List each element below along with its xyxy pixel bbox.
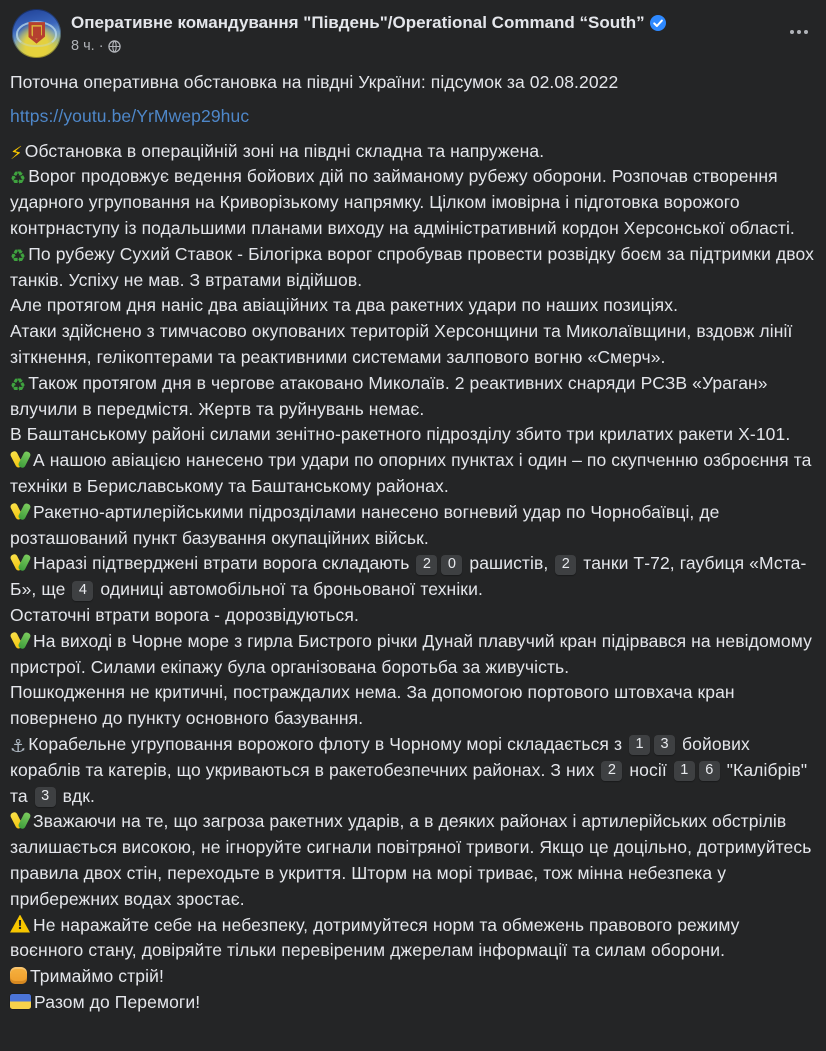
keycap-digit: 4 xyxy=(72,581,93,601)
verified-badge-icon xyxy=(650,15,666,31)
post-paragraph: Тримаймо стрій! xyxy=(10,964,816,990)
ellipsis-dot xyxy=(804,30,808,34)
keycap-digit: 0 xyxy=(441,555,462,575)
post-paragraph: Але протягом дня наніс два авіаційних та два ракетних удари по наших позиціях. xyxy=(10,295,679,316)
keycap-digit: 3 xyxy=(35,787,56,807)
beginner-icon xyxy=(10,811,30,831)
warning-icon xyxy=(10,915,30,933)
keycap-digit: 1 xyxy=(629,735,650,755)
post-paragraph: ⚓ Корабельне угруповання ворожого флоту в Чорному морі складається з 1 3 бойових кораблів та катерів, що укриваються в ракетобезпечних районах. З них 2 носії 1 6 "Калібрів" та 3 вдк. xyxy=(10,733,808,806)
public-globe-icon xyxy=(108,40,121,53)
youtube-link[interactable]: https://youtu.be/YrMwep29huc xyxy=(10,105,250,126)
beginner-icon xyxy=(10,631,30,651)
post-paragraph: ♻ Також протягом дня в чергове атаковано Миколаїв. 2 реактивних снаряди РСЗВ «Ураган» влучили в передмістя. Жертв та руйнувань немає. xyxy=(10,372,768,419)
post-options-button[interactable] xyxy=(788,24,810,40)
page-name-link[interactable]: Оперативне командування "Південь"/Operational Command “South” xyxy=(71,13,645,32)
keycap-digit: 2 xyxy=(416,555,437,575)
post-body xyxy=(10,139,816,1016)
post-paragraph: Ракетно-артилерійськими підрозділами нанесено вогневий удар по Чорнобаївці, де розташований пункт базування окупаційних військ. xyxy=(10,501,720,548)
ukraine-flag-icon xyxy=(10,994,31,1009)
post-paragraph: Зважаючи на те, що загроза ракетних ударів, а в деяких районах і артилерійських обстрілів залишається високою, не ігноруйте сигнали повітряної тривоги. Якщо це доцільно, дотримуйтесь правила двох стін, переходьте в укриття. Шторм на морі триває, тож мінна небезпека у прибережних водах зростає. xyxy=(10,811,812,909)
post-header xyxy=(0,0,826,58)
post-link-line xyxy=(10,104,816,130)
recycle-icon: ♻ xyxy=(10,374,27,396)
post-paragraph: А нашою авіацією нанесено три удари по опорних пунктах і один – по скупченню озброєння та техніки в Бериславському та Баштанському районах. xyxy=(10,450,812,496)
post-paragraph: !Не наражайте себе на небезпеку, дотримуйтеся норм та обмежень правового режиму воєнного стану, довіряйте тільки перевіреним джерелам інформації та силам оборони. xyxy=(10,913,816,965)
beginner-icon xyxy=(10,502,30,522)
post-timestamp[interactable]: 8 ч. xyxy=(71,38,95,54)
post-paragraph: ⚡ Обстановка в операційній зоні на півдні складна та напружена. xyxy=(10,140,545,164)
keycap-digit: 6 xyxy=(699,761,720,781)
lightning-icon: ⚡ xyxy=(10,142,23,164)
beginner-icon xyxy=(10,553,30,573)
post-paragraph: Разом до Перемоги! xyxy=(10,990,816,1016)
post-paragraph: ♻ Ворог продовжує ведення бойових дій по займаному рубежу оборони. Розпочав створення ударного угруповання на Криворізькому напрямку. Цілком імовірна і підготовка ворожого контрнаступу із подальшими планами виходу на адміністративний кордон Херсонської області. xyxy=(10,166,795,238)
raised-fist-icon xyxy=(10,967,27,984)
post-paragraph: ♻ По рубежу Сухий Ставок - Білогірка ворог спробував провести розвідку боєм за підтримки двох танків. Успіху не мав. З втратами відійшов. xyxy=(10,243,814,290)
keycap-digit: 2 xyxy=(601,761,622,781)
post-content xyxy=(0,70,826,1016)
ellipsis-dot xyxy=(797,30,801,34)
post-paragraph: Наразі підтверджені втрати ворога складають 2 0 рашистів, 2 танки Т-72, гаубиця «Мста-Б», ще 4 одиниці автомобільної та броньованої техніки. xyxy=(10,553,807,600)
page-avatar[interactable] xyxy=(12,9,61,58)
post-title: Поточна оперативна обстановка на півдні України: підсумок за 02.08.2022 xyxy=(10,72,619,92)
post-paragraph: На виході в Чорне море з гирла Бистрого річки Дунай плавучий кран підірвався на невідомому пристрої. Силами екіпажу була організована боротьба за живучість. xyxy=(10,630,812,677)
recycle-icon: ♻ xyxy=(10,245,27,267)
post-paragraph: Атаки здійснено з тимчасово окупованих територій Херсонщини та Миколаївщини, вздовж лінії зіткнення, гелікоптерами та реактивними системами залпового вогню «Смерч». xyxy=(10,321,793,367)
dot-separator: · xyxy=(98,38,104,54)
beginner-icon xyxy=(10,450,30,470)
keycap-digit: 1 xyxy=(674,761,695,781)
anchor-icon: ⚓ xyxy=(10,735,27,757)
recycle-icon: ♻ xyxy=(10,168,27,190)
keycap-digit: 2 xyxy=(555,555,576,575)
keycap-digit: 3 xyxy=(654,735,675,755)
post-paragraph: Пошкодження не критичні, постраждалих нема. За допомогою портового штовхача кран повернено до пункту основного базування. xyxy=(10,682,735,729)
post-paragraph: Остаточні втрати ворога - дорозвідуються. xyxy=(10,604,359,625)
ellipsis-dot xyxy=(790,30,794,34)
post-paragraph: В Баштанському районі силами зенітно-ракетного підрозділу збито три крилатих ракети Х-101. xyxy=(10,424,791,445)
